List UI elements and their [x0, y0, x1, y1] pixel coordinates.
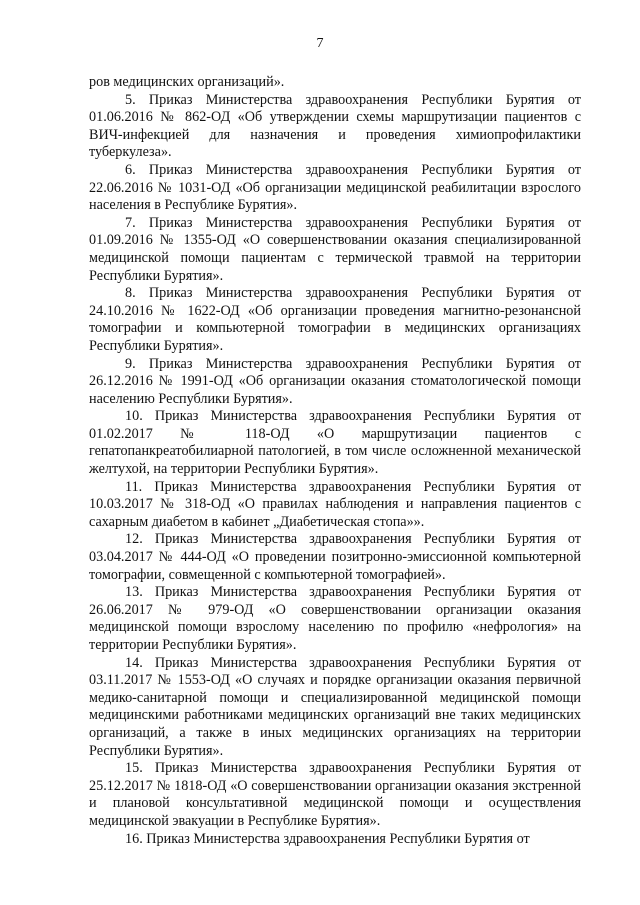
- paragraph-item-8: 8. Приказ Министерства здравоохранения Республики Бурятия от 24.10.2016 № 1622-ОД «Об организации проведения магнитно-резонансной томографии и компьютерной томографии в медицинских организациях Республики Бурятия».: [89, 285, 581, 354]
- paragraph-item-7: 7. Приказ Министерства здравоохранения Республики Бурятия от 01.09.2016 № 1355-ОД «О совершенствовании оказания специализированной медицинской помощи пациентам с термической травмой на территории Республики Бурятия».: [89, 214, 581, 284]
- paragraph-item-12: 12. Приказ Министерства здравоохранения Республики Бурятия от 03.04.2017 № 444-ОД «О проведении позитронно-эмиссионной компьютерной томографии, совмещенной с компьютерной томографией».: [89, 531, 581, 583]
- paragraph-item-5: 5. Приказ Министерства здравоохранения Республики Бурятия от 01.06.2016 № 862-ОД «Об утверждении схемы маршрутизации пациентов с ВИЧ-инфекцией для назначения и проведения химиопрофилактики туберкулеза».: [89, 91, 581, 161]
- paragraph-continuation: ров медицинских организаций».: [89, 74, 285, 90]
- paragraph-item-16: 16. Приказ Министерства здравоохранения Республики Бурятия от: [125, 830, 530, 847]
- paragraph-item-13: 13. Приказ Министерства здравоохранения Республики Бурятия от 26.06.2017 № 979-ОД «О совершенствовании организации оказания медицинской помощи взрослому населению по профилю «нефрология» на территории Республики Бурятия».: [89, 584, 581, 653]
- page-number: 7: [316, 36, 324, 51]
- paragraph-item-6: 6. Приказ Министерства здравоохранения Республики Бурятия от 22.06.2016 № 1031-ОД «Об организации медицинской реабилитации взрослого населения в Республике Бурятия».: [89, 161, 581, 214]
- document-body: [89, 74, 581, 848]
- paragraph-item-15: 15. Приказ Министерства здравоохранения Республики Бурятия от 25.12.2017 № 1818-ОД «О совершенствовании организации оказания экстренной и плановой консультативной медицинской помощи и осуществления медицинской эвакуации в Республике Бурятия».: [89, 760, 581, 829]
- paragraph-item-10: 10. Приказ Министерства здравоохранения Республики Бурятия от 01.02.2017 № 118-ОД «О маршрутизации пациентов с гепатопанкреатобилиарной патологией, в том числе осложненной механической желтухой, на территории Республики Бурятия».: [89, 408, 581, 478]
- paragraph-item-11: 11. Приказ Министерства здравоохранения Республики Бурятия от 10.03.2017 № 318-ОД «О правилах наблюдения и направления пациентов с сахарным диабетом в кабинет „Диабетическая стопа»».: [89, 478, 581, 530]
- paragraph-item-14: 14. Приказ Министерства здравоохранения Республики Бурятия от 03.11.2017 № 1553-ОД «О случаях и порядке организации оказания первичной медико-санитарной помощи и специализированной медицинской помощи медицинскими работниками медицинских организаций вне таких медицинских организаций, а также в иных медицинских организациях на территории Республики Бурятия».: [89, 654, 581, 759]
- paragraph-item-9: 9. Приказ Министерства здравоохранения Республики Бурятия от 26.12.2016 № 1991-ОД «Об организации оказания стоматологической помощи населению Республики Бурятия».: [89, 355, 581, 407]
